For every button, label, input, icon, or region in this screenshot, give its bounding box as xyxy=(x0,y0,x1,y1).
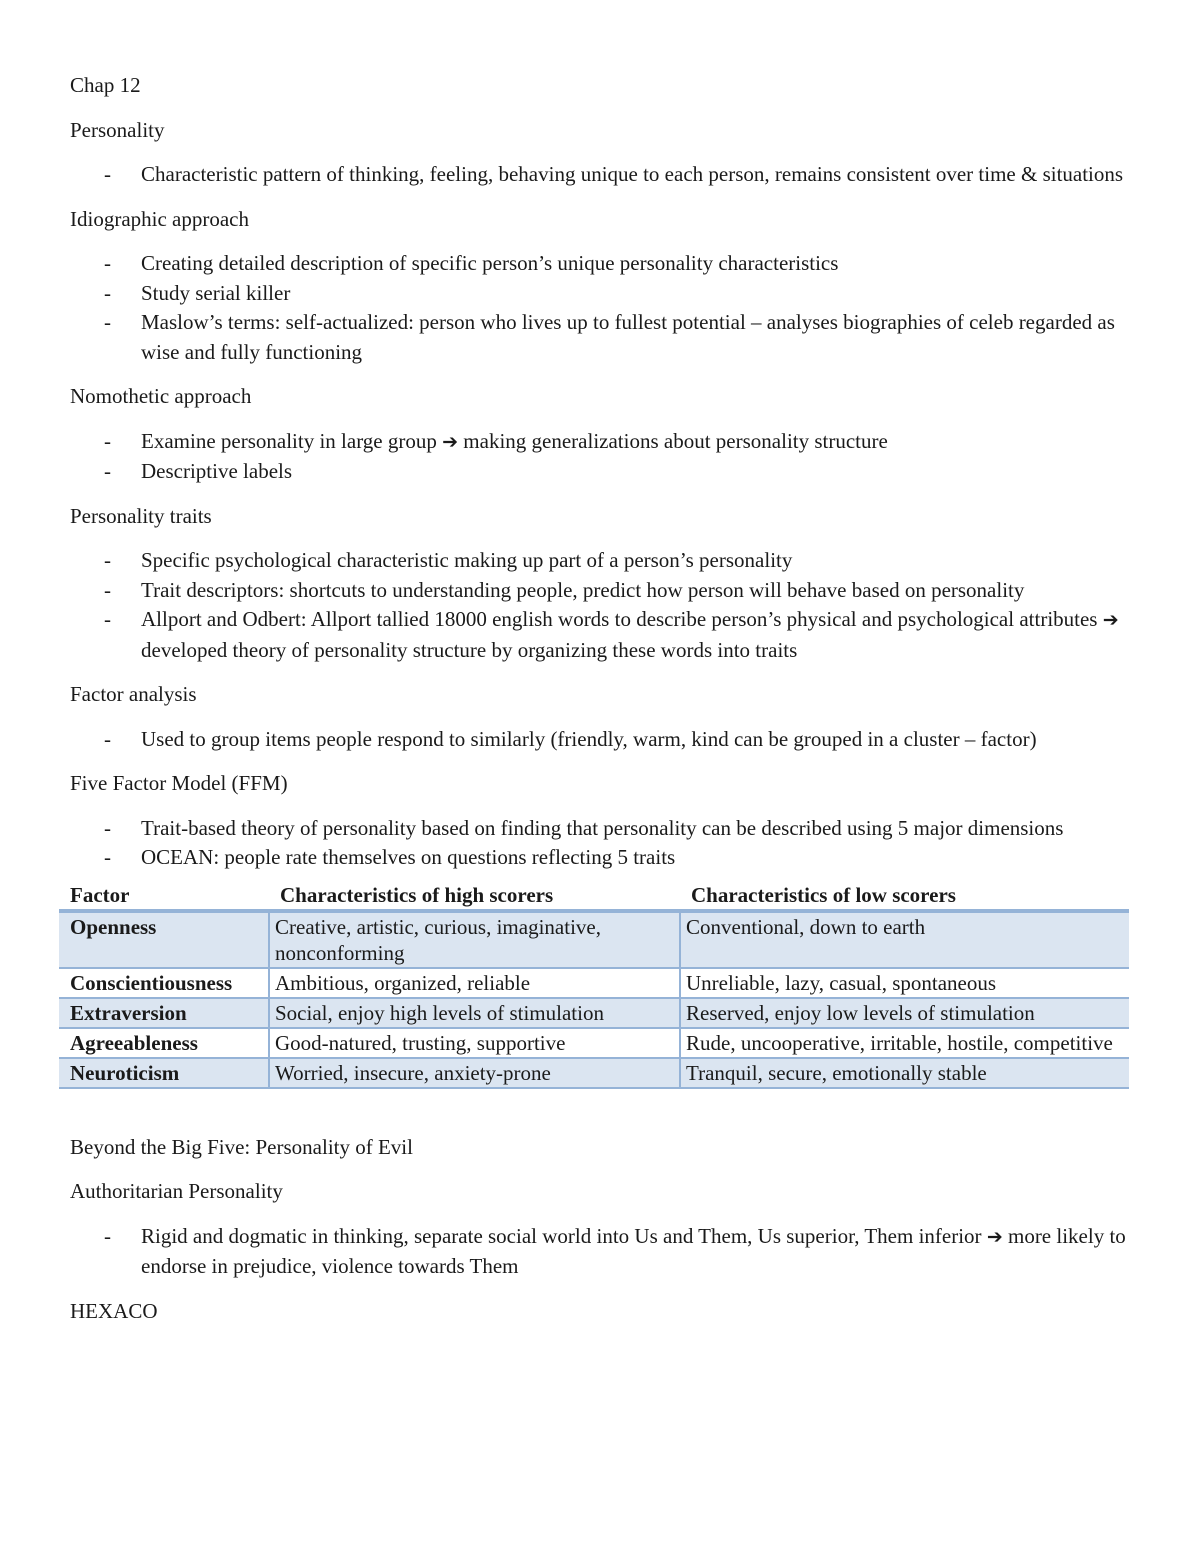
bullet: - xyxy=(104,280,111,305)
traits-heading: Personality traits xyxy=(70,503,212,528)
list-item: - Descriptive labels xyxy=(70,457,1132,487)
table-cell: Unreliable, lazy, casual, spontaneous xyxy=(680,968,1129,998)
bullet: - xyxy=(104,1223,111,1248)
table-header-row xyxy=(59,879,1129,911)
right-arrow-icon: ➔ xyxy=(442,430,459,453)
section-list xyxy=(70,249,1132,367)
list-item: - Examine personality in large group ➔ making generalizations about personality structure xyxy=(70,427,1132,458)
list-item: - Study serial killer xyxy=(70,279,1132,309)
table-cell: Good-natured, trusting, supportive xyxy=(269,1028,680,1058)
bullet: - xyxy=(104,726,111,751)
table-cell: Conscientiousness xyxy=(70,970,233,995)
ffm-list xyxy=(70,814,1132,873)
table-cell: Agreeableness xyxy=(70,1030,198,1055)
table-cell: Conventional, down to earth xyxy=(680,911,1129,968)
bullet: - xyxy=(104,459,111,483)
bullet: - xyxy=(104,815,111,840)
traits-list xyxy=(70,546,1132,665)
chapter-title: Chap 12 xyxy=(70,73,141,97)
list-item: - Used to group items people respond to similarly (friendly, warm, kind can be grouped in a cluster – factor) xyxy=(70,725,1132,755)
table-header: Factor xyxy=(59,879,269,911)
table-row xyxy=(59,968,1129,998)
factor-analysis-heading: Factor analysis xyxy=(70,682,197,706)
bullet: - xyxy=(104,577,111,602)
table-cell: Worried, insecure, anxiety-prone xyxy=(269,1058,680,1088)
table-cell: Openness xyxy=(59,911,269,968)
five-factor-table xyxy=(59,879,1129,1089)
table-cell: Rude, uncooperative, irritable, hostile, competitive xyxy=(680,1028,1129,1058)
list-item: - Maslow’s terms: self-actualized: person who lives up to fullest potential – analyses biographies of celeb regarded as wise and fully functioning xyxy=(104,310,1115,364)
bullet: - xyxy=(104,548,111,572)
authoritarian-heading: Authoritarian Personality xyxy=(70,1179,283,1203)
list-item: - Characteristic pattern of thinking, feeling, behaving unique to each person, remains consistent over time & situations xyxy=(70,160,1132,190)
authoritarian-list xyxy=(70,1222,1132,1282)
list-item: - Allport and Odbert: Allport tallied 18000 english words to describe person’s physical and psychological attributes ➔ developed theory of personality structure by organizing these words into traits xyxy=(104,607,1119,662)
list-item: - OCEAN: people rate themselves on questions reflecting 5 traits xyxy=(70,843,1132,873)
bullet: - xyxy=(104,428,111,453)
table-cell: Reserved, enjoy low levels of stimulation xyxy=(680,998,1129,1028)
bullet: - xyxy=(104,607,111,631)
table-row xyxy=(59,998,1129,1028)
list-item: - Trait descriptors: shortcuts to understanding people, predict how person will behave based on personality xyxy=(70,576,1132,606)
hexaco-heading: HEXACO xyxy=(70,1298,158,1323)
document-page xyxy=(70,71,1132,1341)
table-row xyxy=(59,1058,1129,1088)
ffm-heading: Five Factor Model (FFM) xyxy=(70,771,288,795)
right-arrow-icon: ➔ xyxy=(986,1225,1003,1248)
list-item: - Specific psychological characteristic making up part of a person’s personality xyxy=(70,546,1132,576)
list-item: - Trait-based theory of personality based on finding that personality can be described using 5 major dimensions xyxy=(70,814,1132,844)
nomothetic-heading: Nomothetic approach xyxy=(70,384,252,408)
nomothetic-list xyxy=(70,427,1132,487)
list-item: - Creating detailed description of specific person’s unique personality characteristics xyxy=(70,249,1132,279)
bullet: - xyxy=(104,251,111,275)
table-cell: Tranquil, secure, emotionally stable xyxy=(680,1058,1129,1088)
table-cell: Social, enjoy high levels of stimulation xyxy=(269,998,680,1028)
table-cell: Ambitious, organized, reliable xyxy=(269,968,680,998)
bullet: - xyxy=(104,162,111,186)
table-cell: Neuroticism xyxy=(59,1058,269,1088)
section-heading: Personality xyxy=(70,117,165,142)
bullet: - xyxy=(104,845,111,869)
table-row xyxy=(59,911,1129,968)
table-cell: Extraversion xyxy=(59,998,269,1028)
factor-analysis-list xyxy=(70,725,1132,755)
right-arrow-icon: ➔ xyxy=(1102,609,1119,631)
section-list xyxy=(70,160,1132,190)
table-header: Characteristics of low scorers xyxy=(680,879,1129,911)
table-header: Characteristics of high scorers xyxy=(269,879,680,911)
beyond-heading: Beyond the Big Five: Personality of Evil xyxy=(70,1134,413,1159)
list-item: - Rigid and dogmatic in thinking, separate social world into Us and Them, Us superior, Them inferior ➔ more likely to endorse in prejudice, violence towards Them xyxy=(104,1223,1126,1278)
table-row xyxy=(59,1028,1129,1058)
bullet: - xyxy=(104,310,111,334)
section-heading: Idiographic approach xyxy=(70,206,250,231)
table-cell: Creative, artistic, curious, imaginative, nonconforming xyxy=(269,911,680,968)
intro-sections xyxy=(70,116,1132,368)
